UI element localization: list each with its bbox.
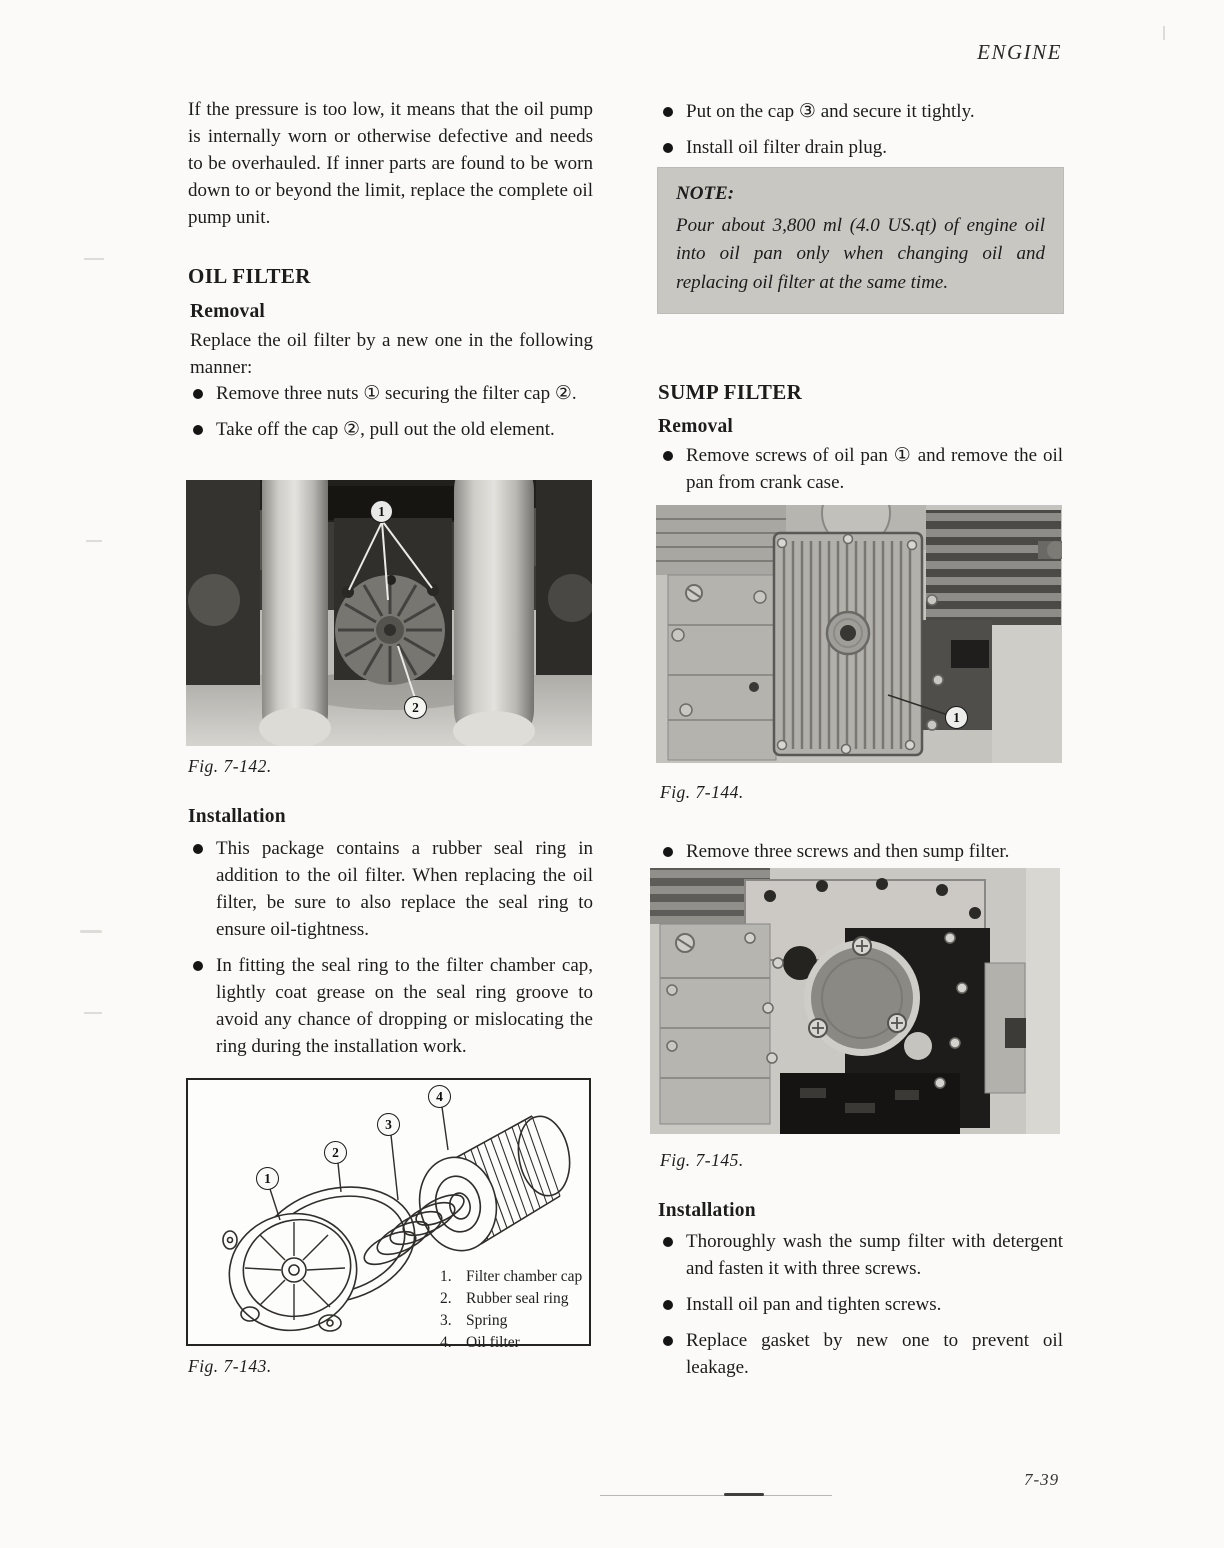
legend-item [440, 1266, 582, 1288]
legend-number: 1. [440, 1268, 452, 1285]
figure-7-145-photo [650, 868, 1060, 1134]
scan-artifact [80, 930, 102, 933]
figure-7-143-caption: Fig. 7-143. [188, 1356, 272, 1376]
intro-paragraph: If the pressure is too low, it means that the oil pump is internally worn or otherwise defective and needs to be overhauled. If inner parts are found to be worn down to or beyond the limit, replace the complete oil pump unit. [188, 99, 593, 228]
oil-pan-photo [656, 505, 1062, 763]
removal-intro: Replace the oil filter by a new one in the following manner: [190, 330, 593, 378]
bullet-item [190, 952, 593, 1060]
bullet-text: This package contains a rubber seal ring in addition to the oil filter. When replacing the oil filter, be sure to also replace the seal ring to ensure oil-tightness. [216, 838, 593, 940]
subsection-title-removal: Removal [658, 416, 734, 437]
legend-number: 2. [440, 1290, 452, 1307]
bullet-text: Put on the cap ③ and secure it tightly. [686, 101, 975, 122]
callout-1-icon: 1 [256, 1167, 279, 1190]
bullet-text: Install oil pan and tighten screws. [686, 1294, 942, 1315]
scan-artifact-rule [724, 1493, 764, 1496]
legend-item [440, 1310, 582, 1332]
legend-label: Filter chamber cap [466, 1268, 583, 1285]
callout-3-icon: 3 [377, 1113, 400, 1136]
bullet-text: In fitting the seal ring to the filter chamber cap, lightly coat grease on the seal ring groove to avoid any chance of dropping or mislocating the ring during the installation work. [216, 955, 593, 1057]
bullet-item [660, 134, 1063, 161]
bullet-text: Replace gasket by new one to prevent oil leakage. [686, 1330, 1063, 1378]
callout-4-icon: 4 [428, 1085, 451, 1108]
bullet-item [660, 442, 1063, 496]
callout-2-icon: 2 [404, 696, 427, 719]
bullet-icon [663, 451, 673, 461]
bullet-item [660, 1228, 1063, 1282]
bullet-icon [193, 961, 203, 971]
legend-item [440, 1332, 582, 1354]
figure-7-144-caption: Fig. 7-144. [660, 782, 744, 802]
note-box [658, 168, 1063, 313]
bullet-icon [193, 425, 203, 435]
bullet-text: Install oil filter drain plug. [686, 137, 888, 158]
scan-artifact [84, 258, 104, 260]
note-text: Pour about 3,800 ml (4.0 US.qt) of engine oil into oil pan only when changing oil and replacing oil filter at the same time. [676, 214, 1045, 293]
legend-label: Oil filter [466, 1334, 520, 1351]
figure-7-142-caption: Fig. 7-142. [188, 756, 272, 776]
scan-artifact [86, 540, 102, 542]
bullet-text: Thoroughly wash the sump filter with detergent and fasten it with three screws. [686, 1231, 1063, 1279]
bullet-item [190, 380, 593, 407]
legend-number: 3. [440, 1312, 452, 1329]
figure-7-143-legend [440, 1266, 582, 1354]
figure-7-144-photo [656, 505, 1062, 763]
callout-1-icon: 1 [945, 706, 968, 729]
sump-removal-bullet-list [660, 442, 1063, 496]
legend-label: Spring [466, 1312, 508, 1329]
bullet-item [660, 1327, 1063, 1381]
bullet-icon [663, 143, 673, 153]
bullet-text: Remove screws of oil pan ① and remove the oil pan from crank case. [686, 445, 1063, 493]
subsection-title-installation: Installation [188, 806, 286, 827]
subsection-title-removal: Removal [190, 301, 266, 322]
legend-label: Rubber seal ring [466, 1290, 569, 1307]
figure-7-142-photo [186, 480, 592, 746]
page-number: 7-39 [1024, 1470, 1060, 1489]
callout-2-icon: 2 [324, 1141, 347, 1164]
note-label: NOTE: [676, 183, 735, 204]
installation-bullet-list [190, 835, 593, 1060]
scan-artifact [1163, 26, 1165, 40]
sump-installation-bullet-list [660, 1228, 1063, 1381]
subsection-title-installation: Installation [658, 1200, 756, 1221]
bullet-icon [663, 1237, 673, 1247]
section-title-oil-filter: OIL FILTER [188, 264, 311, 288]
scan-artifact-rule [600, 1495, 832, 1496]
scan-artifact [84, 1012, 102, 1014]
callout-1-icon: 1 [370, 500, 393, 523]
bullet-item [190, 416, 593, 443]
bullet-text: Remove three nuts ① securing the filter cap ②. [216, 383, 577, 404]
top-bullet-list [660, 98, 1063, 161]
mid-bullet-list [660, 838, 1063, 865]
sump-filter-photo [650, 868, 1060, 1134]
bullet-icon [193, 844, 203, 854]
section-title-sump-filter: SUMP FILTER [658, 380, 803, 404]
figure-7-143-diagram [186, 1078, 591, 1351]
bullet-icon [663, 1336, 673, 1346]
bullet-icon [663, 1300, 673, 1310]
bullet-icon [663, 107, 673, 117]
bullet-item [660, 838, 1063, 865]
page-header-engine: ENGINE [977, 40, 1062, 64]
legend-item [440, 1288, 582, 1310]
removal-bullet-list [190, 380, 593, 443]
bullet-icon [193, 389, 203, 399]
bullet-text: Take off the cap ②, pull out the old element. [216, 419, 555, 440]
bullet-item [190, 835, 593, 943]
bullet-icon [663, 847, 673, 857]
bullet-item [660, 1291, 1063, 1318]
legend-number: 4. [440, 1334, 452, 1351]
bullet-text: Remove three screws and then sump filter. [686, 841, 1010, 862]
figure-7-145-caption: Fig. 7-145. [660, 1150, 744, 1170]
bullet-item [660, 98, 1063, 125]
